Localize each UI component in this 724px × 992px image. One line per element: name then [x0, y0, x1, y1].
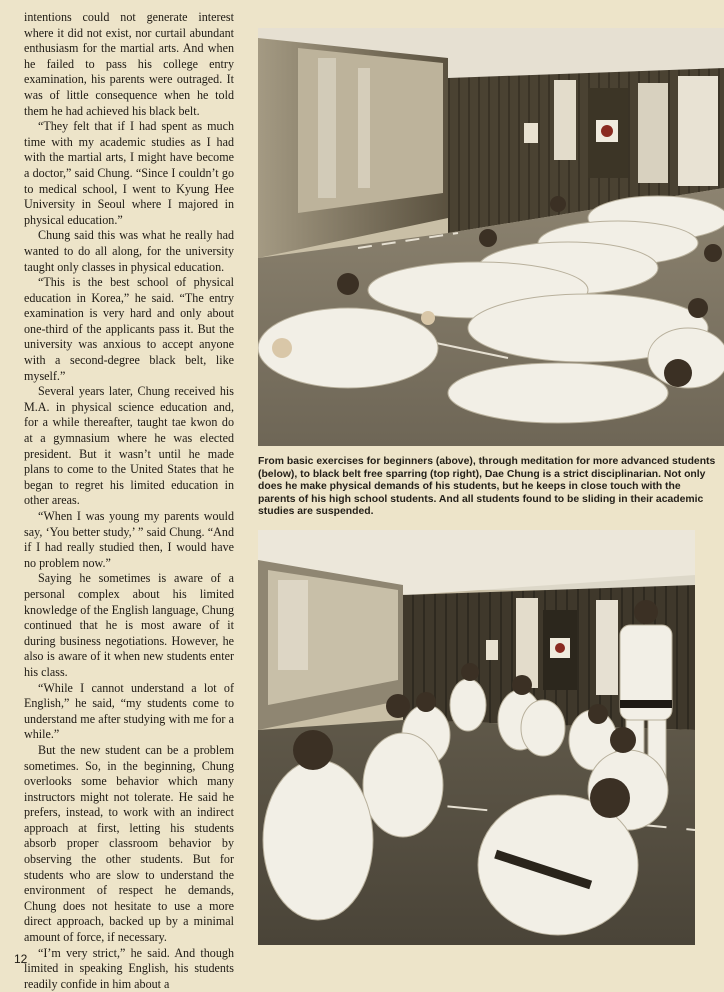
article-column [24, 10, 234, 992]
photo-stretching-class [258, 28, 724, 446]
article-paragraph: “This is the best school of physical education in Korea,” he said. “The entry examination is very hard and only about one-third of the applicants pass it. But the university was anxious to accept anyone with a second-degree black belt, like myself.” [24, 275, 234, 383]
article-paragraph: “When I was young my parents would say, ‘You better study,’ ” said Chung. “And if I had really studied then, I would have no problem now.” [24, 509, 234, 570]
article-paragraph: “They felt that if I had spent as much time with my academic studies as I had with the martial arts, I might have become a doctor,” said Chung. “Since I couldn’t go to medical school, I went to Kyung Hee University in Seoul where I majored in physical education.” [24, 119, 234, 227]
article-paragraph: Chung said this was what he really had wanted to do all along, for the university taught only classes in physical education. [24, 228, 234, 274]
photo-caption: From basic exercises for beginners (above), through meditation for more advanced students (below), to black belt free sparring (top right), Dae Chung is a strict disciplinarian. Not only does he make physical demands of his students, but he keeps in close touch with the parents of his high school students. And all students found to be sliding in their academic studies are suspended. [258, 456, 716, 518]
article-paragraph: But the new student can be a problem sometimes. So, in the beginning, Chung overlooks some behavior which many instructors might not tolerate. He said he prefers, instead, to work with an indirect approach at first, letting his students absorb proper classroom behavior by observing the other students. But for students who are slow to understand the environment of respect he demands, Chung does not hesitate to use a more direct approach, backed up by a minimal amount of force, if necessary. [24, 742, 234, 945]
page-number: 12 [14, 952, 28, 966]
article-paragraph: intentions could not generate interest where it did not exist, nor curtail abundant enthusiasm for the martial arts. And when he failed to pass his college entry examination, his parents were outraged. It was of little consequence when he told them he had achieved his black belt. [24, 10, 234, 118]
photo-meditation-class [258, 530, 695, 945]
article-paragraph: Several years later, Chung received his M.A. in physical science education and, for a while thereafter, taught tae kwon do at a gymnasium where he was elected president. But it wasn’t until he made plans to come to the United States that he began to regret his limited education in other areas. [24, 384, 234, 508]
article-paragraph: “I’m very strict,” he said. And though limited in speaking English, his students readily confide in him about a [24, 945, 234, 991]
article-paragraph: Saying he sometimes is aware of a personal complex about his limited knowledge of the English language, Chung continued that he is most aware of it during business negotiations. However, he also is aware of it when new students enter his class. [24, 571, 234, 679]
article-paragraph: “While I cannot understand a lot of English,” he said, “my students come to understand me after studying with me for a while.” [24, 680, 234, 742]
